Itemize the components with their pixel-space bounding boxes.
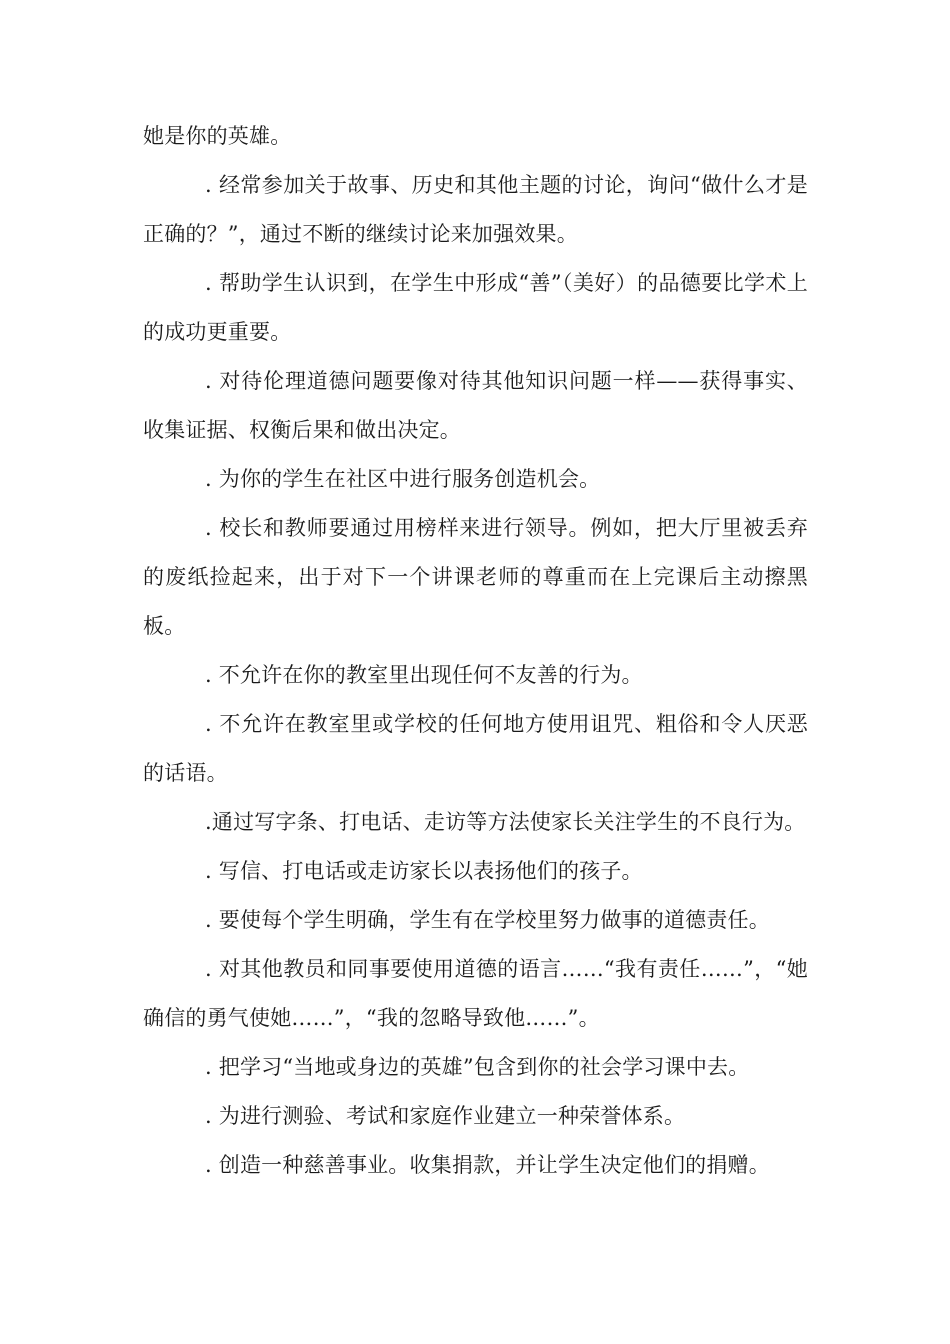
paragraph-2: . 帮助学生认识到，在学生中形成“善”（美好）的品德要比学术上的成功更重要。 bbox=[143, 271, 808, 344]
paragraph-13: . 为进行测验、考试和家庭作业建立一种荣誉体系。 bbox=[205, 1104, 686, 1128]
paragraph-6: . 不允许在你的教室里出现任何不友善的行为。 bbox=[205, 663, 643, 687]
paragraph-14: . 创造一种慈善事业。收集捐款，并让学生决定他们的捐赠。 bbox=[205, 1153, 770, 1177]
paragraph-5: . 校长和教师要通过用榜样来进行领导。例如，把大厅里被丢弃的废纸捡起来，出于对下一个讲课老师的尊重而在上完课后主动擦黑板。 bbox=[143, 516, 808, 638]
paragraph-10: . 要使每个学生明确，学生有在学校里努力做事的道德责任。 bbox=[205, 908, 770, 932]
document-body bbox=[143, 112, 808, 1190]
paragraph-7: . 不允许在教室里或学校的任何地方使用诅咒、粗俗和令人厌恶的话语。 bbox=[143, 712, 808, 785]
paragraph-8: .通过写字条、打电话、走访等方法使家长关注学生的不良行为。 bbox=[205, 810, 806, 834]
paragraph-11: . 对其他教员和同事要使用道德的语言……“我有责任……”，“她确信的勇气使她……”，“我的忽略导致他……”。 bbox=[143, 957, 808, 1030]
paragraph-1: . 经常参加关于故事、历史和其他主题的讨论，询问“做什么才是正确的？”，通过不断的继续讨论来加强效果。 bbox=[143, 173, 808, 246]
paragraph-4: . 为你的学生在社区中进行服务创造机会。 bbox=[205, 467, 601, 491]
paragraph-0: 她是你的英雄。 bbox=[143, 124, 292, 148]
paragraph-9: . 写信、打电话或走访家长以表扬他们的孩子。 bbox=[205, 859, 643, 883]
paragraph-12: . 把学习“当地或身边的英雄”包含到你的社会学习课中去。 bbox=[205, 1055, 750, 1079]
paragraph-3: . 对待伦理道德问题要像对待其他知识问题一样——获得事实、收集证据、权衡后果和做出决定。 bbox=[143, 369, 808, 442]
